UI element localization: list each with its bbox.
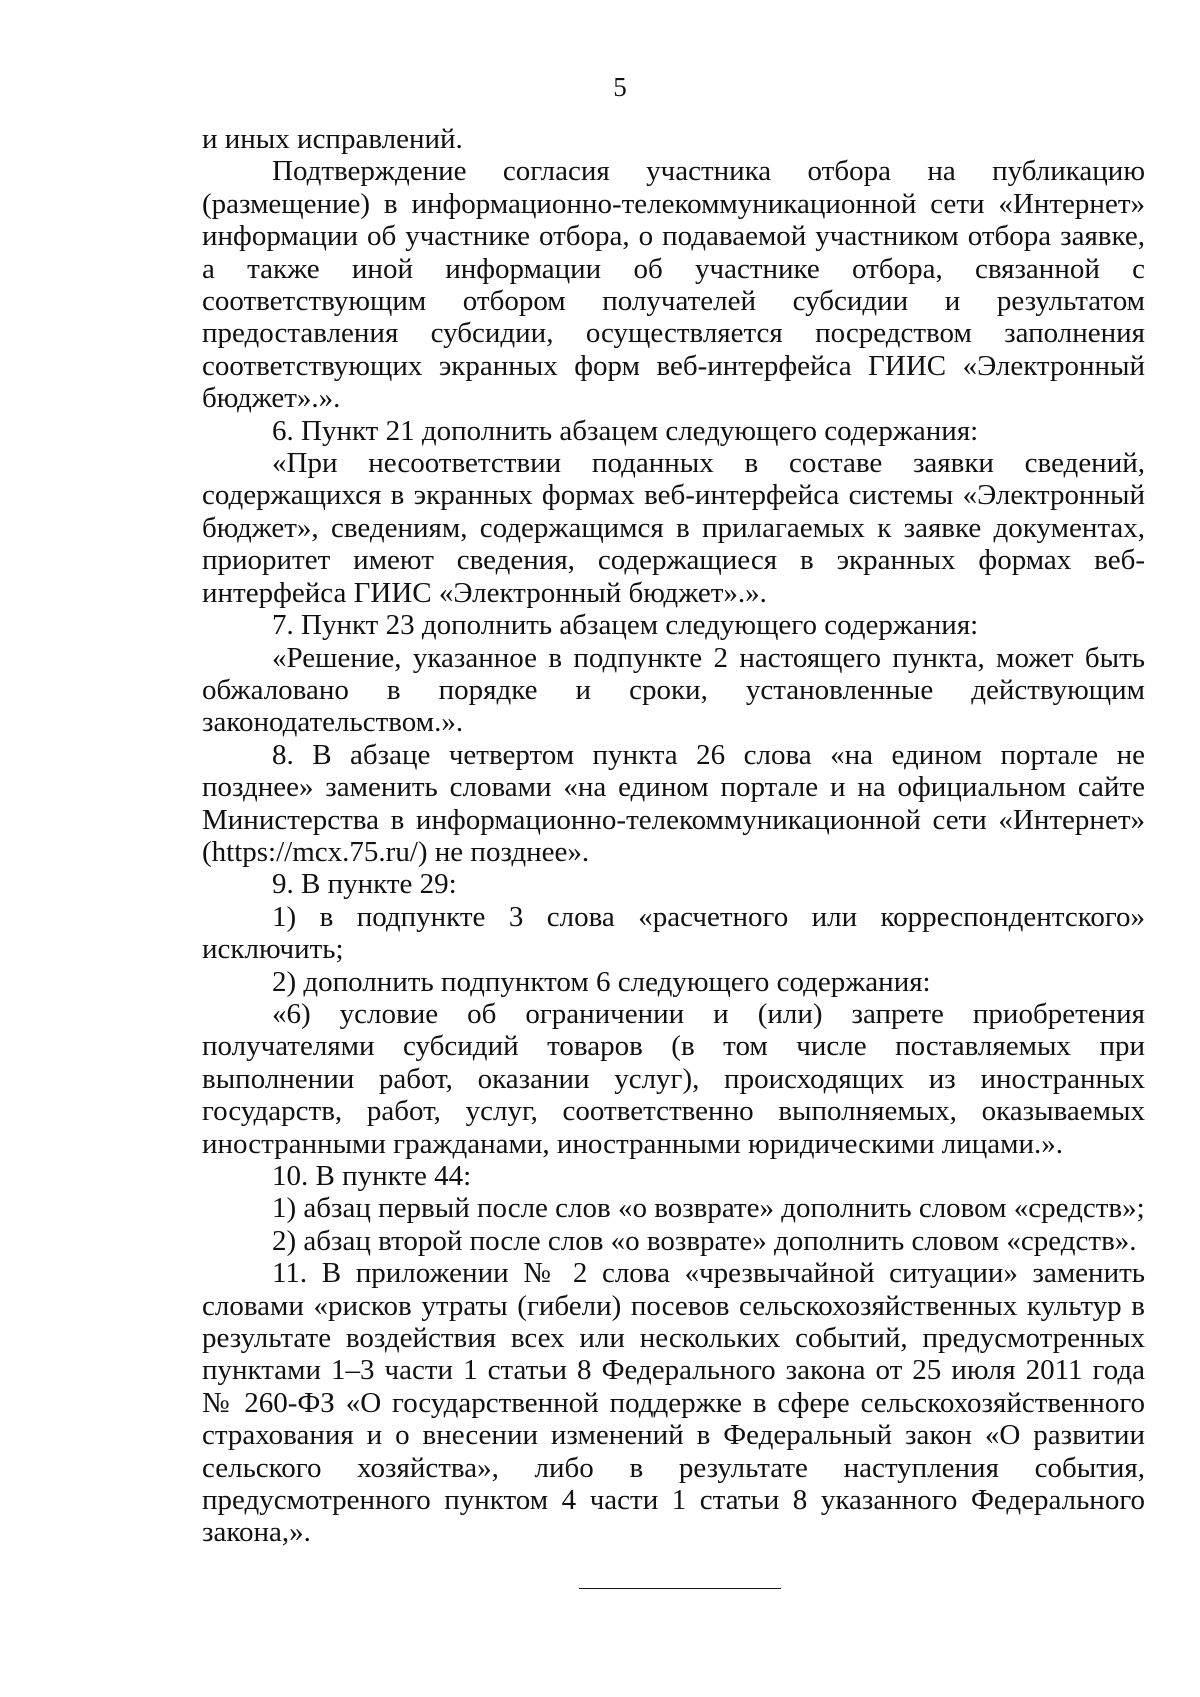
end-of-document-rule [579, 1588, 781, 1589]
paragraph-item-9-sub-2-quote: «6) условие об ограничении и (или) запрете приобретения получателями субсидий товаров (в том числе поставляемых при выполнении работ, оказании услуг), происходящих из иностранных государств, работ, услуг, соответственно выполняемых, оказываемых иностранными гражданами, иностранными юридическими лицами.». [202, 997, 1145, 1160]
page-number: 5 [613, 72, 627, 102]
paragraph-consent-confirmation: Подтверждение согласия участника отбора на публикацию (размещение) в информационно-телекоммуникационной сети «Интернет» информации об участнике отбора, о подаваемой участником отбора заявке, а также иной информации об участнике отбора, связанной с соответствующим отбором получателей субсидии и результатом предоставления субсидии, осуществляется посредством заполнения соответствующих экранных форм веб-интерфейса ГИИС «Электронный бюджет».». [202, 155, 1145, 415]
paragraph-item-10-sub-2: 2) абзац второй после слов «о возврате» дополнить словом «средств». [272, 1224, 1137, 1257]
paragraph-item-8: 8. В абзаце четвертом пункта 26 слова «на едином портале не позднее» заменить словами «на едином портале и на официальном сайте Министерства в информационно-телекоммуникационной сети «Интернет» (https://mcx.75.ru/) не позднее». [202, 738, 1145, 868]
paragraph-item-6: 6. Пункт 21 дополнить абзацем следующего содержания: [272, 414, 979, 447]
paragraph-continuation: и иных исправлений. [202, 123, 463, 155]
paragraph-item-10-sub-1: 1) абзац первый после слов «о возврате» дополнить словом «средств»; [272, 1192, 1145, 1225]
document-body [202, 123, 1145, 1549]
paragraph-item-9: 9. В пункте 29: [272, 868, 457, 901]
paragraph-item-7-quote: «Решение, указанное в подпункте 2 настоящего пункта, может быть обжаловано в порядке и сроки, установленные действующим законодательством.». [202, 641, 1145, 739]
paragraph-item-6-quote: «При несоответствии поданных в составе заявки сведений, содержащихся в экранных формах веб-интерфейса системы «Электронный бюджет», сведениям, содержащимся в прилагаемых к заявке документах, приоритет имеют сведения, содержащиеся в экранных формах веб-интерфейса ГИИС «Электронный бюджет».». [202, 447, 1145, 609]
paragraph-item-11: 11. В приложении № 2 слова «чрезвычайной ситуации» заменить словами «рисков утраты (гибели) посевов сельскохозяйственных культур в результате воздействия всех или нескольких событий, предусмотренных пунктами 1–3 части 1 статьи 8 Федерального закона от 25 июля 2011 года № 260-ФЗ «О государственной поддержке в сфере сельскохозяйственного страхования и о внесении изменений в Федеральный закон «О развитии сельского хозяйства», либо в результате наступления события, предусмотренного пунктом 4 части 1 статьи 8 указанного Федерального закона,». [202, 1257, 1145, 1549]
paragraph-item-9-sub-1: 1) в подпункте 3 слова «расчетного или корреспондентского» исключить; [202, 900, 1145, 966]
paragraph-item-10: 10. В пункте 44: [272, 1160, 472, 1192]
paragraph-item-9-sub-2: 2) дополнить подпунктом 6 следующего содержания: [272, 965, 931, 998]
paragraph-item-7: 7. Пункт 23 дополнить абзацем следующего содержания: [272, 609, 979, 642]
